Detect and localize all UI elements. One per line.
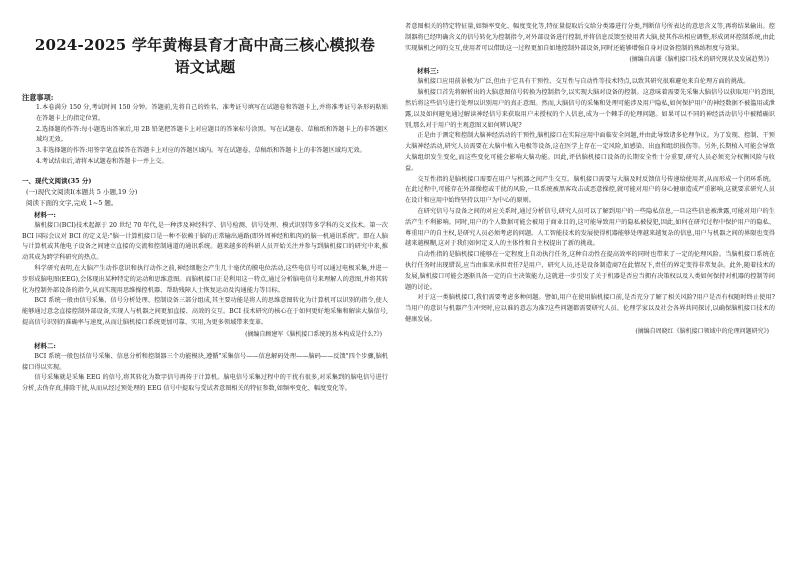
section-title: 一、现代文阅读(35 分) [22, 176, 92, 185]
exam-title: 2024-2025 学年黄梅县育才高中高三核心模拟卷 [34, 36, 376, 54]
material2-heading: 材料二: [34, 341, 56, 350]
notice-heading: 注意事项: [22, 93, 54, 102]
material1-heading: 材料一: [34, 210, 56, 219]
material3-paragraph: 交互性指的是脑机接口需要在用户与机器之间产生交互。脑机接口需要与大脑及时反馈信号传递给使用者,从而形成一个闭环系统。在此过程中,可能存在外部操控或干扰的风险,一旦系统被黑客攻击或恶意操控,就可能对用户的身心健康造成严重影响,这就要求研究人员在设计和应用中始终坚持以用户为中心的原则。 [405, 175, 775, 205]
material3-paragraph: 对于这一类脑机接口,我们需要考虑多种问题。譬如,用户在使用脑机接口前,是否充分了解了相关风险?用户是否有权随时终止使用?当用户的意识与机器产生冲突时,应以谁的意志为准?这些问题都需要研究人员、伦理学家以及社会各界共同探讨,以确保脑机接口技术的健康发展。 [405, 294, 775, 323]
left-column [22, 0, 388, 561]
notice-item-3: 3.非选择题的作答:用签字笔直接答在答题卡上对应的答题区域内。写在试题卷、草稿纸和答题卡上的非答题区域均无效。 [36, 147, 366, 155]
section-subtitle: (一)现代文阅读Ⅰ(本题共 5 小题,19 分) [26, 187, 138, 196]
material1-paragraph: BCI 系统一般由信号采集、信号分析处理、控制设备三部分组成,其主要功能是将人的思维意图转化为计算机可以识别的指令,使人能够通过意念直接控制外部设备,实现人与机器之间更加直接、高效的交互。BCI 技术研究的核心在于如何更好地采集和解读大脑信号,提高信号识别的准确率与速度,从而让脑机接口系统更加可靠、实用,为更多领域带来变革。 [22, 297, 388, 326]
material3-paragraph: 在研究信号与设备之间的对应关系时,通过分析信号,研究人员可以了解到用户的一些隐私信息,一旦这些信息被泄露,可能对用户的生活产生不利影响。同时,用户的个人数据可能会被用于商业目的,这可能导致用户的隐私被侵犯,因此,如何在研究过程中保护用户的隐私、尊重用户的自主权,是研究人员必须考虑的问题。人工智能技术的发展使得机器能够处理越来越复杂的信息,用户与机器之间的界限也变得越来越模糊,这对于我们如何定义人的主体性和自主权提出了新的挑战。 [405, 207, 775, 248]
material3-paragraph: 脑机接口应用前景极为广泛,但由于它具有干预性、交互性与自动性等技术特点,以致其研究很难避免来自伦理方面的挑战。 [417, 78, 750, 86]
notice-item-1: 1.本卷满分 150 分,考试时间 150 分钟。答题前,先将自己的姓名、准考证号填写在试题卷和答题卡上,并将准考证号条形码粘贴在答题卡上的指定位置。 [36, 104, 388, 122]
material1-source: (摘编自顾建军《脑机接口系统的基本构成是什么?》) [245, 330, 382, 338]
material2-continued: 者意图相关的特定特征量,如频率变化、幅度变化等,特征量提取后交给分类器进行分类,判断信号所表达的意思含义等,再将结果输出。控制器将已经明确含义的信号转化为控制指令,对外部设备进行控制,并将信息反馈至使用者大脑,使其作出相应调整,形成闭环控制系统,由此实现脑机之间的交互,使用者可以借助这一过程更加自如地控制外部设备,同时还能够增强自身对设备控制的熟练程度与效果。 [405, 23, 775, 52]
material2-paragraph: BCI 系统一般包括信号采集、信息分析和控制器三个功能模块,遵循"采集信号——信息解码处理——脑码——反馈"四个步骤,脑机接口得以实现。 [22, 352, 388, 371]
material2-paragraph: 信号采集就是采集 EEG 的信号,将其转化为数字信号再传于计算机。脑电信号采集过程中的干扰有很多,对采集到的脑电信号进行分析,去伪存真,排除干扰,从而从经过预处理的 EEG 信号中提取与受试者意图相关的特征参数,如频率变化、幅度变化等。 [22, 374, 388, 393]
material2-source: (摘编自高谦《脑机接口技术的研究现状及发展趋势》) [629, 56, 769, 64]
material3-paragraph: 脑机接口首先将解析出的大脑意图信号转换为控制指令,以实现大脑对设备的控制。这意味着需要先采集大脑信号以获取用户的意图,然后将这些信号进行处理以识别用户的真正意图。然而,大脑信号的采集和处理可能涉及用户隐私,如何保护用户的神经数据不被滥用或泄露,以及如何避免通过解读神经信号来获取用户未授权的个人信息,成为一个棘手的伦理问题。如果可以不同的神经活动信号中被精确识别,那么对于用户的主观意图又如何辨认呢? [405, 89, 775, 129]
section-instruction: 阅读下面的文字,完成 1~5 题。 [26, 198, 118, 207]
notice-item-4: 4.考试结束后,请将本试题卷和答题卡一并上交。 [36, 157, 168, 165]
material3-heading: 材料三: [417, 67, 439, 76]
material3-source: (摘编自周晓红《脑机接口领域中的伦理问题研究》) [635, 327, 769, 335]
right-column [405, 0, 775, 561]
notice-item-2: 2.选择题的作答:每小题选出答案后,用 2B 铅笔把答题卡上对应题目的答案标号涂黑。写在试题卷、草稿纸和答题卡上的非答题区域均无效。 [36, 125, 388, 144]
material3-paragraph: 正是由于测定和控制大脑神经活动的干预性,脑机接口在实际应用中面临安全问题,并由此导致诸多伦理争议。为了发现、控制、干预大脑神经活动,研究人员需要在大脑中植入电极等设备,这在医学上存在一定风险,如感染、出血和组织损伤等。另外,长期植入可能会导致大脑组织发生变化,而这些变化可能会影响大脑功能。因此,评估脑机接口设备的长期安全性十分重要,研究人员必须充分权衡风险与收益。 [405, 132, 775, 172]
material1-paragraph: 科学研究表明,在大脑产生动作意识和执行动作之前,神经细胞会产生几十毫伏的膜电位活动,这些电信号可以通过电极采集,并进一步形成脑电图(EEG),会体现出某种特定的运动和思维意图。而脑机接口正是利用这一特点,通过分析脑电信号来理解人的意图,并将其转化为控制外部设备的指令,从而实现用思维操控机器、帮助残障人士恢复运动及沟通能力等目标。 [22, 264, 388, 294]
material1-paragraph: 脑机接口(BCI)技术起源于 20 世纪 70 年代,是一种涉及神经科学、信号检测、信号处理、模式识别等多学科的交叉技术。第一次 BCI 国际会议对 BCI 的定义是:"脑一计算机接口是一种不依赖于脑的正常输出通路(即外周神经和肌肉)的脑一机通讯系统"。即在人脑与计算机或其他电子设备之间建立直接的交流和控制通道的通讯系统。越来越多的科研人员开始关注并参与到脑机接口的研究中来,推动其成为跨学科研究的热点。 [22, 221, 388, 262]
exam-subtitle: 语文试题 [174, 58, 236, 76]
material3-paragraph: 自动性指的是脑机接口能够在一定程度上自动执行任务,这种自动性在提高效率的同时也带来了一定的伦理风险。当脑机接口系统在执行任务时出现错误,应当由谁来承担责任?是用户、研究人员,还是设备制造商?在此情况下,责任的界定变得非常复杂。此外,随着技术的发展,脑机接口可能会逐渐具备一定的自主决策能力,这就进一步引发了关于机器是否应当拥有决策权以及人类如何保持对机器的控制等问题的讨论。 [405, 251, 775, 291]
